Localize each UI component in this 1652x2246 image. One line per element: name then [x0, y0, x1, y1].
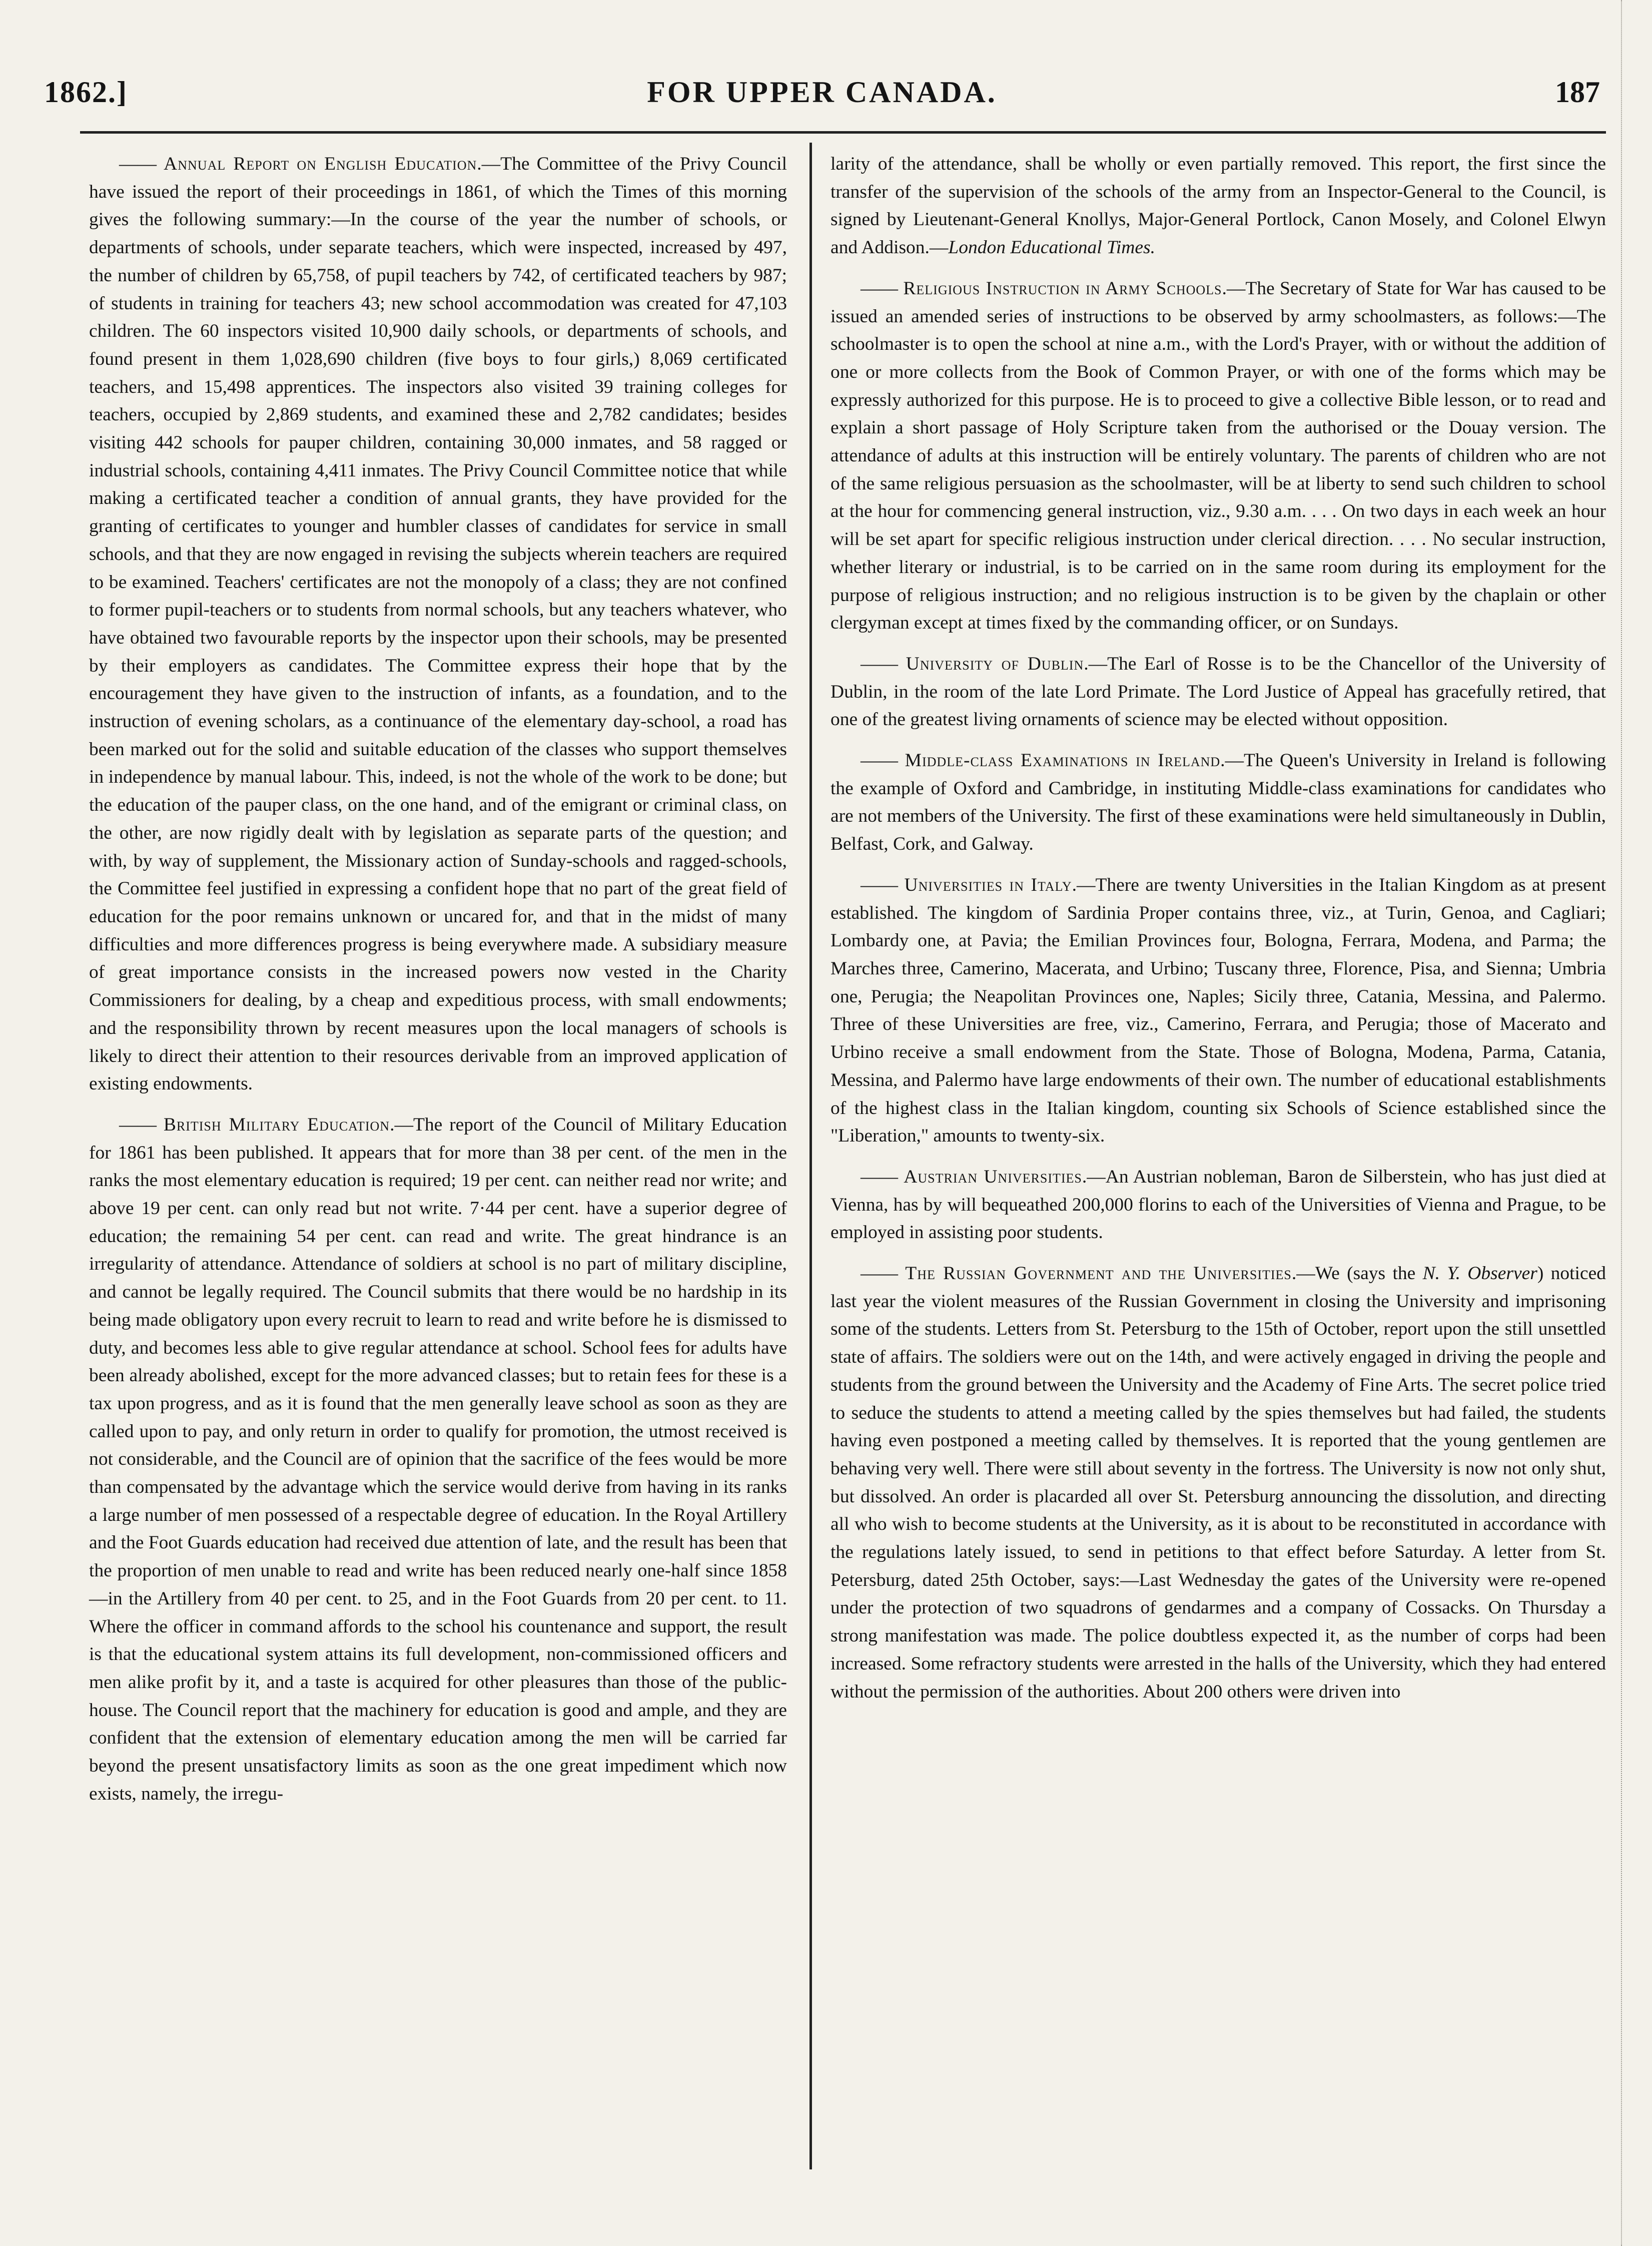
source-credit: N. Y. Observer — [1422, 1263, 1537, 1284]
article-title: Austrian Universities — [904, 1166, 1082, 1187]
article-body: The Committee of the Privy Council have issued the report of their proceedings in 1861, of which the Times of this morning gives the following summary:—In the course of the year the number of schools, or departments of schools, under separate teachers, which were inspected, increased by 497, the number of children by 65,758, of pupil teachers by 742, of certificated teachers by 987; of students in training for teachers 43; new school accommodation was created for 47,103 children. The 60 inspectors visited 10,900 daily schools, or departments of schools, and found present in them 1,028,690 children (five boys to four girls,) 8,069 certificated teachers, and 15,498 apprentices. The inspectors also visited 39 training colleges for teachers, occupied by 2,869 students, and examined these and 2,782 candidates; besides visiting 442 schools for pauper children, containing 30,000 inmates, and 58 ragged or industrial schools, containing 4,411 inmates. The Privy Council Committee notice that while making a certificated teacher a condition of annual grants, they have provided for the granting of certificates to younger and humbler classes of candidates for service in small schools, and that they are now engaged in revising the subjects wherein teachers are required to be examined. Teachers' certificates are not the monopoly of a class; they are not confined to former pupil-teachers or to students from normal schools, but any teachers whatever, who have obtained two favourable reports by the inspector upon their schools, may be presented by their employers as candidates. The Committee express their hope that by the encouragement they have given to the instruction of infants, as a foundation, and to the instruction of evening scholars, as a continuance of the elementary day-school, a road has been marked out for the solid and suitable education of the classes who support themselves in independence by manual labour. This, indeed, is not the whole of the work to be done; but the education of the pauper class, on the one hand, and of the emigrant or criminal class, on the other, are now rigidly dealt with by legislation as separate parts of the question; and with, by way of supplement, the Missionary action of Sunday-schools and ragged-schools, the Committee feel justified in expressing a confident hope that no part of the great field of education for the poor remains unknown or uncared for, and that in the midst of many difficulties and more differences progress is being everywhere made. A subsidiary measure of great importance consists in the increased powers now vested in the Charity Commissioners for dealing, by a cheap and expeditious process, with small endowments; and the responsibility thrown by recent measures upon the local managers of schools is likely to direct their attention to their resources derivable from an improved application of existing endowments. — [89, 154, 787, 1094]
article-title: British Military Education — [163, 1114, 390, 1135]
article-body: The report of the Council of Military Education for 1861 has been published. It appears that for more than 38 per cent. of the men in the ranks the most elementary education is required; 19 per cent. can neither read nor write; and above 19 per cent. can only read but not write. 7·44 per cent. have a superior degree of education; the remaining 54 per cent. can read and write. The great hindrance is an irregularity of attendance. Attendance of soldiers at school is no part of military discipline, and cannot be legally required. The Council submits that there would be no hardship in its being made obligatory upon every recruit to learn to read and write before he is dismissed to duty, and becomes less able to give regular attendance at school. School fees for adults have been already abolished, except for the more advanced classes; but to retain fees for these is a tax upon progress, and as it is found that the men generally leave school as soon as they are called upon to pay, and only return in order to qualify for promotion, the utmost received is not considerable, and the Council are of opinion that the sacrifice of the fees would be more than compensated by the advantage which the service would derive from having in its ranks a large number of men possessed of a respectable degree of education. In the Royal Artillery and the Foot Guards education had received due attention of late, and the result has been that the proportion of men unable to read and write has been reduced nearly one-half since 1858—in the Artillery from 40 per cent. to 25, and in the Foot Guards from 20 per cent. to 11. Where the officer in command affords to the school his countenance and support, the result is that the educational system attains its full development, non-commissioned officers and men alike profit by it, and a taste is acquired for other pleasures than those of the public-house. The Council report that the machinery for education is good and ample, and they are confident that the extension of elementary education among the men will be carried far beyond the present unsatisfactory limits as soon as the one great impediment which now exists, namely, the irregu- — [89, 1114, 787, 1804]
article-body: There are twenty Universities in the Italian Kingdom as at present established. The kingdom of Sardinia Proper contains three, viz., at Turin, Genoa, and Cagliari; Lombardy one, at Pavia; the Emilian Provinces four, Bologna, Ferrara, Modena, and Parma; the Marches three, Camerino, Macerata, and Urbino; Tuscany three, Florence, Pisa, and Sienna; Umbria one, Perugia; the Neapolitan Provinces one, Naples; Sicily three, Catania, Messina, and Palermo. Three of these Universities are free, viz., Camerino, Ferrara, and Perugia; those of Macerato and Urbino receive a small endowment from the State. Those of Bologna, Modena, Parma, Catania, Messina, and Palermo have large endowments of their own. The number of educational establishments of the highest class in the Italian kingdom, counting six Schools of Science established since the "Liberation," amounts to twenty-six. — [831, 874, 1606, 1147]
article-middle-class-exams: —— Middle-class Examinations in Ireland.—The Queen's University in Ireland is following the example of Oxford and Cambridge, in instituting Middle-class examinations for candidates who are not members of the University. The first of these examinations were held simultaneously in Dublin, Belfast, Cork, and Galway. — [831, 750, 1606, 855]
article-english-education: —— Annual Report on English Education.—The Committee of the Privy Council have issued the report of their proceedings in 1861, of which the Times of this morning gives the following summary:—In the course of the year the number of schools, or departments of schools, under separate teachers, which were inspected, increased by 497, the number of children by 65,758, of pupil teachers by 742, of certificated teachers by 987; of students in training for teachers 43; new school accommodation was created for 47,103 children. The 60 inspectors visited 10,900 daily schools, or departments of schools, and found present in them 1,028,690 children (five boys to four girls,) 8,069 certificated teachers, and 15,498 apprentices. The inspectors also visited 39 training colleges for teachers, occupied by 2,869 students, and examined these and 2,782 candidates; besides visiting 442 schools for pauper children, containing 30,000 inmates, and 58 ragged or industrial schools, containing 4,411 inmates. The Privy Council Committee notice that while making a certificated teacher a condition of annual grants, they have provided for the granting of certificates to younger and humbler classes of candidates for service in small schools, and that they are now engaged in revising the subjects wherein teachers are required to be examined. Teachers' certificates are not the monopoly of a class; they are not confined to former pupil-teachers or to students from normal schools, but any teachers whatever, who have obtained two favourable reports by the inspector upon their schools, may be presented by their employers as candidates. The Committee express their hope that by the encouragement they have given to the instruction of infants, as a foundation, and to the instruction of evening scholars, as a continuance of the elementary day-school, a road has been marked out for the solid and suitable education of the classes who support themselves in independence by manual labour. This, indeed, is not the whole of the work to be done; but the education of the pauper class, on the one hand, and of the emigrant or criminal class, on the other, are now rigidly dealt with by legislation as separate parts of the question; and with, by way of supplement, the Missionary action of Sunday-schools and ragged-schools, the Committee feel justified in expressing a confident hope that no part of the great field of education for the poor remains unknown or uncared for, and that in the midst of many difficulties and more differences progress is being everywhere made. A subsidiary measure of great importance consists in the increased powers now vested in the Charity Commissioners for dealing, by a cheap and expeditious process, with small endowments; and the responsibility thrown by recent measures upon the local managers of schools is likely to direct their attention to their resources derivable from an improved application of existing endowments. — [89, 154, 787, 1094]
article-title: Universities in Italy — [904, 874, 1072, 895]
article-universities-italy: —— Universities in Italy.—There are twenty Universities in the Italian Kingdom as at present established. The kingdom of Sardinia Proper contains three, viz., at Turin, Genoa, and Cagliari; Lombardy one, at Pavia; the Emilian Provinces four, Bologna, Ferrara, Modena, and Parma; the Marches three, Camerino, Macerata, and Urbino; Tuscany three, Florence, Pisa, and Sienna; Umbria one, Perugia; the Neapolitan Provinces one, Naples; Sicily three, Catania, Messina, and Palermo. Three of these Universities are free, viz., Camerino, Ferrara, and Perugia; those of Macerato and Urbino receive a small endowment from the State. Those of Bologna, Modena, Parma, Catania, Messina, and Palermo have large endowments of their own. The number of educational establishments of the highest class in the Italian kingdom, counting six Schools of Science established since the "Liberation," amounts to twenty-six. — [831, 874, 1606, 1147]
article-title: University of Dublin — [906, 653, 1084, 674]
header-rule — [80, 131, 1606, 134]
article-austrian-universities: —— Austrian Universities.—An Austrian nobleman, Baron de Silberstein, who has just died at Vienna, has by will bequeathed 200,000 florins to each of the Universities of Vienna and Prague, to be employed in assisting poor students. — [831, 1166, 1606, 1243]
article-body: An Austrian nobleman, Baron de Silberstein, who has just died at Vienna, has by will bequeathed 200,000 florins to each of the Universities of Vienna and Prague, to be employed in assisting poor students. — [831, 1166, 1606, 1243]
page-edge-marks — [1621, 0, 1642, 2246]
right-column — [831, 150, 1606, 1706]
article-body: The Secretary of State for War has caused to be issued an amended series of instructions to be observed by army schoolmasters, as follows:—The schoolmaster is to open the school at nine a.m., with the Lord's Prayer, with or without the addition of one or more collects from the Book of Common Prayer, or with one of the forms which may be expressly authorized for this purpose. He is to proceed to give a collective Bible lesson, or to read and explain a short passage of Holy Scripture taken from the authorised or the Douay version. The attendance of adults at this instruction will be entirely voluntary. The parents of children who are not of the same religious persuasion as the schoolmaster, will be at liberty to send such children to school at the hour for commencing general instruction, viz., 9.30 a.m. . . . On two days in each week an hour will be set apart for specific religious instruction under clerical direction. . . . No secular instruction, whether literary or industrial, is to be carried on in the same room during its employment for the purpose of religious instruction; and no religious instruction is to be given by the chaplain or other clergyman except at times fixed by the commanding officer, or on Sundays. — [831, 278, 1606, 634]
article-continuation: larity of the attendance, shall be wholly or even partially removed. This report, the first since the transfer of the supervision of the schools of the army from an Inspector-General to the Council, is signed by Lieutenant-General Knollys, Major-General Portlock, Canon Mosely, and Colonel Elwyn and Addison.—London Educational Times. — [831, 154, 1606, 258]
article-body-intro: We (says the — [1315, 1263, 1416, 1284]
article-body: The Queen's University in Ireland is following the example of Oxford and Cambridge, in instituting Middle-class examinations for candidates who are not members of the University. The first of these examinations were held simultaneously in Dublin, Belfast, Cork, and Galway. — [831, 750, 1606, 855]
article-university-dublin: —— University of Dublin.—The Earl of Rosse is to be the Chancellor of the University of Dublin, in the room of the late Lord Primate. The Lord Justice of Appeal has gracefully retired, that one of the greatest living ornaments of science may be elected without opposition. — [831, 653, 1606, 730]
running-title: FOR UPPER CANADA. — [647, 76, 997, 109]
article-russian-government: —— The Russian Government and the Universities.—We (says the N. Y. Observer) noticed last year the violent measures of the Russian Government in closing the University and imprisoning some of the students. Letters from St. Petersburg to the 15th of October, report upon the still unsettled state of affairs. The soldiers were out on the 14th, and were actively engaged in driving the people and students from the ground between the University and the Academy of Fine Arts. The secret police tried to seduce the students to attend a meeting called by the spies themselves but had failed, the students having even postponed a meeting called by themselves. It is reported that the young gentlemen are behaving very well. There were still about seventy in the fortress. The University is now not only shut, but dissolved. An order is placarded all over St. Petersburg announcing the dissolution, and directing all who wish to become students at the University, as it is about to be reconstituted in accordance with the regulations lately issued, to send in petitions to that effect before Saturday. A letter from St. Petersburg, dated 25th October, says:—Last Wednesday the gates of the University were re-opened under the protection of two squadrons of gendarmes and a company of Cossacks. On Thursday a strong manifestation was made. The police doubtless expected it, as the number of corps had been increased. Some refractory students were arrested in the halls of the University, which they had entered without the permission of the authorities. About 200 others were driven into — [831, 1263, 1606, 1702]
article-title: Religious Instruction in Army Schools — [903, 278, 1222, 299]
article-religious-instruction: —— Religious Instruction in Army Schools.—The Secretary of State for War has caused to be issued an amended series of instructions to be observed by army schoolmasters, as follows:—The schoolmaster is to open the school at nine a.m., with the Lord's Prayer, with or without the addition of one or more collects from the Book of Common Prayer, or with one of the forms which may be expressly authorized for this purpose. He is to proceed to give a collective Bible lesson, or to read and explain a short passage of Holy Scripture taken from the authorised or the Douay version. The attendance of adults at this instruction will be entirely voluntary. The parents of children who are not of the same religious persuasion as the schoolmaster, will be at liberty to send such children to school at the hour for commencing general instruction, viz., 9.30 a.m. . . . On two days in each week an hour will be set apart for specific religious instruction under clerical direction. . . . No secular instruction, whether literary or industrial, is to be carried on in the same room during its employment for the purpose of religious instruction; and no religious instruction is to be given by the chaplain or other clergyman except at times fixed by the commanding officer, or on Sundays. — [831, 278, 1606, 634]
left-column — [89, 150, 787, 1808]
article-body: ) noticed last year the violent measures of the Russian Government in closing the University and imprisoning some of the students. Letters from St. Petersburg to the 15th of October, report upon the still unsettled state of affairs. The soldiers were out on the 14th, and were actively engaged in driving the people and students from the ground between the University and the Academy of Fine Arts. The secret police tried to seduce the students to attend a meeting called by the spies themselves but had failed, the students having even postponed a meeting called by themselves. It is reported that the young gentlemen are behaving very well. There were still about seventy in the fortress. The University is now not only shut, but dissolved. An order is placarded all over St. Petersburg announcing the dissolution, and directing all who wish to become students at the University, as it is about to be reconstituted in accordance with the regulations lately issued, to send in petitions to that effect before Saturday. A letter from St. Petersburg, dated 25th October, says:—Last Wednesday the gates of the University were re-opened under the protection of two squadrons of gendarmes and a company of Cossacks. On Thursday a strong manifestation was made. The police doubtless expected it, as the number of corps had been increased. Some refractory students were arrested in the halls of the University, which they had entered without the permission of the authorities. About 200 others were driven into — [831, 1263, 1606, 1702]
article-title: Middle-class Examinations in Ireland — [905, 750, 1221, 771]
article-title: Annual Report on English Education — [164, 154, 477, 174]
column-divider — [809, 143, 812, 2169]
page-header — [44, 75, 1600, 125]
article-military-education: —— British Military Education.—The report of the Council of Military Education for 1861 has been published. It appears that for more than 38 per cent. of the men in the ranks the most elementary education is required; 19 per cent. can neither read nor write; and above 19 per cent. can only read but not write. 7·44 per cent. have a superior degree of education; the remaining 54 per cent. can read and write. The great hindrance is an irregularity of attendance. Attendance of soldiers at school is no part of military discipline, and cannot be legally required. The Council submits that there would be no hardship in its being made obligatory upon every recruit to learn to read and write before he is dismissed to duty, and becomes less able to give regular attendance at school. School fees for adults have been already abolished, except for the more advanced classes; but to retain fees for these is a tax upon progress, and as it is found that the men generally leave school as soon as they are called upon to pay, and only return in order to qualify for promotion, the utmost received is not considerable, and the Council are of opinion that the sacrifice of the fees would be more than compensated by the advantage which the service would derive from having in its ranks a large number of men possessed of a respectable degree of education. In the Royal Artillery and the Foot Guards education had received due attention of late, and the result has been that the proportion of men unable to read and write has been reduced nearly one-half since 1858—in the Artillery from 40 per cent. to 25, and in the Foot Guards from 20 per cent. to 11. Where the officer in command affords to the school his countenance and support, the result is that the educational system attains its full development, non-commissioned officers and men alike profit by it, and a taste is acquired for other pleasures than those of the public-house. The Council report that the machinery for education is good and ample, and they are confident that the extension of elementary education among the men will be carried far beyond the present unsatisfactory limits as soon as the one great impediment which now exists, namely, the irregu- — [89, 1114, 787, 1804]
header-year: 1862.] — [44, 76, 128, 109]
source-credit: London Educational Times. — [948, 237, 1155, 258]
page-number: 187 — [1555, 76, 1600, 109]
article-body: The Earl of Rosse is to be the Chancellor of the University of Dublin, in the room of the late Lord Primate. The Lord Justice of Appeal has gracefully retired, that one of the greatest living ornaments of science may be elected without opposition. — [831, 653, 1606, 730]
continuation-text: larity of the attendance, shall be wholly or even partially removed. This report, the first since the transfer of the supervision of the schools of the army from an Inspector-General to the Council, is signed by Lieutenant-General Knollys, Major-General Portlock, Canon Mosely, and Colonel Elwyn and Addison. — [831, 154, 1606, 258]
article-title: The Russian Government and the Universities — [905, 1263, 1292, 1284]
